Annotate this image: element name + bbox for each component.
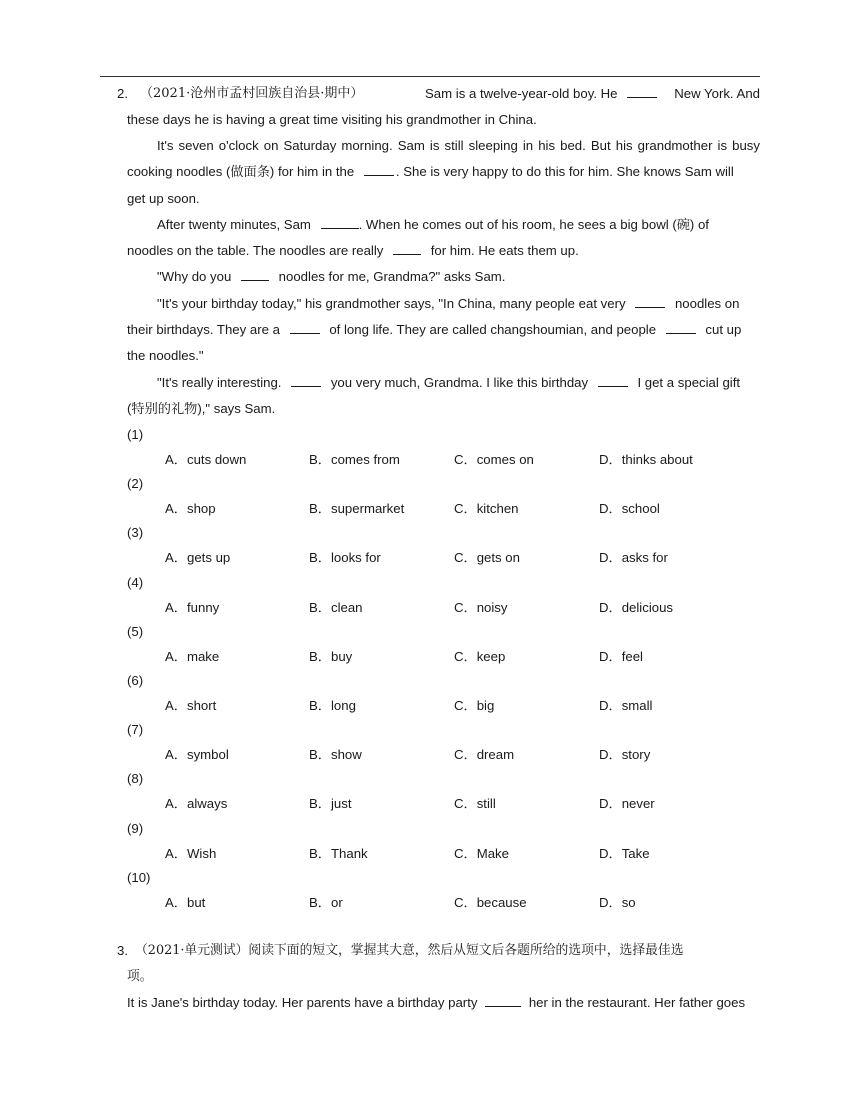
q3-intro-line-1: （2021·单元测试）阅读下面的短文，掌握其大意，然后从短文后各题所给的选项中，选择最佳选 bbox=[135, 943, 684, 958]
option-a[interactable]: A．make bbox=[165, 648, 220, 664]
option-c[interactable]: C．Make bbox=[454, 845, 509, 861]
q2-line-7-a: noodles on the table. The noodles are really bbox=[127, 243, 384, 258]
blank-6 bbox=[635, 295, 665, 308]
option-d[interactable]: D．delicious bbox=[599, 599, 674, 615]
q3-text-b: her in the restaurant. Her father goes bbox=[528, 995, 746, 1010]
q2-line-4-a: cooking noodles (做面条) for him in the bbox=[127, 164, 355, 179]
option-d[interactable]: D．thinks about bbox=[599, 452, 693, 467]
option-d[interactable]: D．asks for bbox=[599, 550, 668, 566]
q2-line-5: get up soon. bbox=[127, 191, 200, 206]
q3-number: 3. bbox=[117, 943, 128, 958]
q3-blank-1 bbox=[485, 994, 521, 1007]
question-number: (3) bbox=[127, 525, 144, 541]
q2-line-10-a: their birthdays. They are a bbox=[127, 322, 280, 337]
question-number: (9) bbox=[127, 820, 144, 836]
option-a[interactable]: A．always bbox=[165, 796, 228, 812]
option-a[interactable]: A．Wish bbox=[165, 845, 217, 861]
q2-line-10-c: cut up bbox=[705, 322, 742, 337]
q2-line-11: the noodles." bbox=[127, 348, 204, 363]
question-number: (2) bbox=[127, 476, 144, 492]
question-number: (5) bbox=[127, 623, 144, 639]
blank-8 bbox=[666, 321, 696, 334]
blank-1 bbox=[627, 85, 657, 98]
question-number: (10) bbox=[127, 869, 151, 885]
option-c[interactable]: C．because bbox=[454, 894, 527, 910]
option-d[interactable]: D．story bbox=[599, 747, 651, 763]
option-a[interactable]: A．cuts down bbox=[165, 452, 247, 467]
blank-10 bbox=[598, 374, 628, 387]
blank-9 bbox=[291, 374, 321, 387]
question-number: (1) bbox=[127, 427, 144, 442]
q3-text-a: It is Jane's birthday today. Her parents have a birthday party bbox=[127, 995, 478, 1010]
blank-5 bbox=[241, 268, 269, 281]
option-a[interactable]: A．short bbox=[165, 698, 217, 713]
q2-line-7 bbox=[127, 242, 579, 259]
blank-7 bbox=[290, 321, 320, 334]
q2-line-4-b: . She is very happy to do this for him. She knows Sam will bbox=[395, 164, 734, 179]
q2-line-8-a: "Why do you bbox=[157, 269, 232, 284]
option-a[interactable]: A．symbol bbox=[165, 747, 229, 763]
option-c[interactable]: C．gets on bbox=[454, 550, 520, 566]
q2-line-12-b: you very much, Grandma. I like this birthday bbox=[330, 375, 589, 390]
option-b[interactable]: B．or bbox=[309, 894, 343, 910]
option-c[interactable]: C．dream bbox=[454, 747, 515, 763]
question-number: (8) bbox=[127, 771, 144, 787]
header-rule bbox=[100, 76, 760, 77]
q2-line-6-b: . When he comes out of his room, he sees a big bowl (碗) of bbox=[358, 217, 709, 232]
q2-line-6 bbox=[157, 216, 760, 233]
q2-line-4 bbox=[127, 163, 760, 180]
option-b[interactable]: B．show bbox=[309, 747, 362, 763]
option-c[interactable]: C．big bbox=[454, 698, 495, 713]
blank-4 bbox=[393, 242, 421, 255]
option-b[interactable]: B．clean bbox=[309, 599, 363, 615]
option-b[interactable]: B．long bbox=[309, 698, 356, 713]
q2-line-12-a: "It's really interesting. bbox=[157, 375, 282, 390]
q2-line-6-a: After twenty minutes, Sam bbox=[157, 217, 311, 232]
option-c[interactable]: C．still bbox=[454, 796, 496, 812]
option-d[interactable]: D．never bbox=[599, 796, 655, 812]
option-c[interactable]: C．comes on bbox=[454, 452, 534, 467]
q3-text-line-1 bbox=[127, 994, 745, 1011]
q2-line-9-a: "It's your birthday today," his grandmother says, "In China, many people eat very bbox=[157, 296, 626, 311]
blank-2 bbox=[364, 163, 394, 176]
q2-line-12 bbox=[157, 374, 760, 391]
q2-line-12-c: I get a special gift bbox=[637, 375, 741, 390]
option-d[interactable]: D．Take bbox=[599, 845, 650, 861]
q2-number: 2. bbox=[117, 86, 128, 101]
q2-line-1-a: Sam is a twelve-year-old boy. He bbox=[425, 86, 618, 101]
option-b[interactable]: B．just bbox=[309, 796, 352, 812]
q3-intro-line-2: 项。 bbox=[127, 969, 153, 984]
q2-line-10 bbox=[127, 321, 760, 338]
q2-line-8 bbox=[157, 268, 505, 285]
option-a[interactable]: A．but bbox=[165, 894, 206, 910]
q2-line-7-b: for him. He eats them up. bbox=[430, 243, 579, 258]
q2-line-9-b: noodles on bbox=[674, 296, 740, 311]
option-b[interactable]: B．looks for bbox=[309, 550, 381, 566]
q2-line-9 bbox=[157, 295, 760, 312]
option-c[interactable]: C．keep bbox=[454, 648, 506, 664]
q2-line-13: (特别的礼物)," says Sam. bbox=[127, 401, 276, 416]
question-number: (7) bbox=[127, 722, 144, 738]
option-a[interactable]: A．funny bbox=[165, 599, 220, 615]
option-d[interactable]: D．feel bbox=[599, 648, 643, 664]
option-a[interactable]: A．shop bbox=[165, 501, 216, 517]
option-d[interactable]: D．small bbox=[599, 698, 653, 713]
option-b[interactable]: B．supermarket bbox=[309, 501, 405, 517]
option-c[interactable]: C．kitchen bbox=[454, 501, 519, 517]
option-d[interactable]: D．school bbox=[599, 501, 660, 517]
q2-line-8-b: noodles for me, Grandma?" asks Sam. bbox=[278, 269, 506, 284]
option-b[interactable]: B．comes from bbox=[309, 452, 400, 467]
q2-line-1 bbox=[425, 85, 760, 102]
option-c[interactable]: C．noisy bbox=[454, 599, 508, 615]
q2-line-1-b: New York. And bbox=[674, 86, 760, 101]
q2-line-2: these days he is having a great time visiting his grandmother in China. bbox=[127, 112, 537, 127]
question-number: (4) bbox=[127, 574, 144, 590]
option-b[interactable]: B．Thank bbox=[309, 845, 368, 861]
question-number: (6) bbox=[127, 673, 144, 688]
option-d[interactable]: D．so bbox=[599, 894, 636, 910]
option-a[interactable]: A．gets up bbox=[165, 550, 231, 566]
q2-line-10-b: of long life. They are called changshoumian, and people bbox=[329, 322, 657, 337]
blank-3 bbox=[321, 216, 359, 229]
option-b[interactable]: B．buy bbox=[309, 648, 353, 664]
q2-source: （2021·沧州市孟村回族自治县·期中） bbox=[140, 86, 364, 101]
q2-line-3: It's seven o'clock on Saturday morning. Sam is still sleeping in his bed. But his grandmother is busy bbox=[157, 138, 760, 153]
